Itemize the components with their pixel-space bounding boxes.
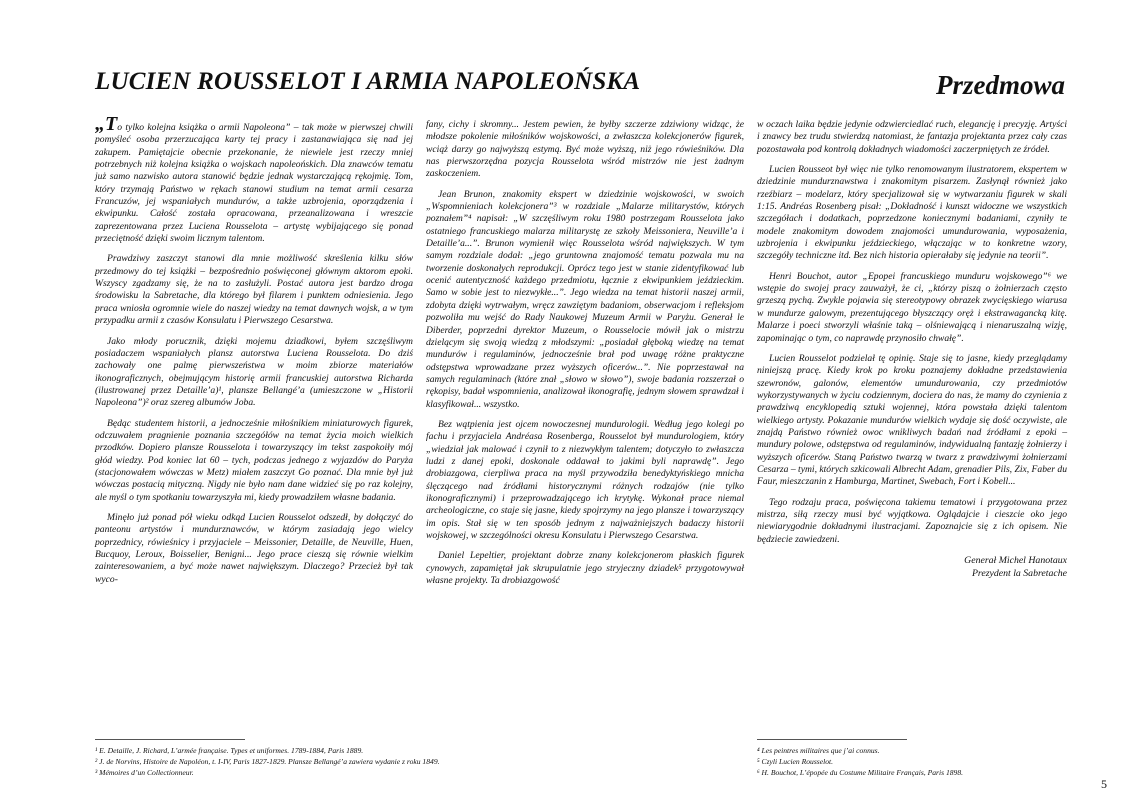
paragraph: Prawdziwy zaszczyt stanowi dla mnie możliwość skreślenia kilku słów przedmowy do tej książki – bezpośrednio poświęconej głównym aktorom epoki. Wszyscy zgadzamy się, że na to zasłużyli. Postać autora jest bardzo droga środowisku la Sabretache, dla którego był filarem i punktem odniesienia. Jego praca wniosła ogromnie wiele do naszej wiedzy na temat dawnych wojsk, a w tym przypadku armii z czasów Konsulatu i Pierwszego Cesarstwa. xyxy=(95,253,413,327)
signature-name: Generał Michel Hanotaux xyxy=(964,555,1067,566)
paragraph xyxy=(95,113,413,245)
drop-cap: „T xyxy=(95,113,118,135)
paragraph: Będąc studentem historii, a jednocześnie miłośnikiem miniaturowych figurek, odczuwałem pragnienie poznania szczegółów na temat życia moich wielkich przodków. Dopiero plansze Rousselota i towarzyszący im tekst zaspokoiły mój głód wiedzy. Pod koniec lat 60 – tych, podczas jednego z wyjazdów do Paryża (stacjonowałem wówczas w Metz) miałem zaszczyt Go poznać. Dla mnie był już wówczas postacią mityczną. Nigdy nie było nam dane widzieć się po raz kolejny, ale myśl o tym spotkaniu towarzyszyła mi, kiedy prowadziłem własne badania. xyxy=(95,417,413,503)
text-column-2 xyxy=(426,119,744,595)
footnotes-right xyxy=(757,745,1067,778)
paragraph: Henri Bouchot, autor „Epopei francuskiego munduru wojskowego”⁶ we wstępie do swojej pracy zauważył, że ci, „którzy piszą o żołnierzach często grzeszą pychą. Zwykle pojawia się stereotypowy obrazek zwycięskiego wiarusa w mundurze galowym, prezentującego błyszczący oręż i ekstrawagancką kitę. Malarze i poeci stworzyli właśnie taką – olśniewającą i nienaruszalną wizję, zapominając o tym, co naprawdę przynosiło chwałę”. xyxy=(757,270,1067,344)
footnote: ² J. de Norvins, Histoire de Napoléon, t. I-IV, Paris 1827-1829. Plansze Bellangé’a zawiera wydanie z roku 1849. xyxy=(95,757,440,766)
paragraph: fany, cichy i skromny... Jestem pewien, że byłby szczerze zdziwiony widząc, że młodsze pokolenie miłośników wojskowości, a zwłaszcza kolekcjonerów figurek, wciąż darzy go najwyższą estymą. Być może wyższą, niż jego rówieśników. Dla nas pierwszorzędna pozycja Rousselota wśród mistrzów nie jest żadnym zaskoczeniem. xyxy=(426,119,744,180)
paragraph: w oczach laika będzie jedynie odzwierciedlać ruch, elegancję i precyzję. Artyści i znawcy bez trudu stwierdzą natomiast, że fantazja projektanta przez cały czas pozostawała pod kontrolą dokładnych wiadomości zaczerpniętych ze źródeł. xyxy=(757,119,1067,155)
page-number: 5 xyxy=(1101,777,1107,791)
paragraph-text: o tylko kolejna książka o armii Napoleona” – tak może w pierwszej chwili pomyśleć osoba przerzucająca karty tej pracy i zastanawiająca się nad jej zakupem. Pamiętajcie obecnie przekonanie, że niewiele jest rzeczy mniej potrzebnych niż kolejna książka o wojskach napoleońskich. Dla znawców tematu już samo nazwisko autora stanowić będzie jednak wystarczającą rękojmię. Tom, który trzymają Państwo w rękach stanowi studium na temat armii cesarza Francuzów, jej wspaniałych mundurów, a także uzbrojenia, oporządzenia i ekwipunku. Całość została opracowana, przeanalizowana i wreszcie zaprezentowana przez Luciena Rousselota – artystę wybijającego się ponad przeciętność dzięki swoim licznym talentom. xyxy=(95,122,413,245)
text-column-1 xyxy=(95,113,413,594)
signature-role: Prezydent la Sabretache xyxy=(971,568,1067,579)
signature-block xyxy=(757,554,1067,580)
footnote: ¹ E. Detaille, J. Richard, L’armée française. Types et uniformes. 1789-1884, Paris 1889. xyxy=(95,746,364,755)
paragraph: Daniel Lepeltier, projektant dobrze znany kolekcjonerom płaskich figurek cynowych, zapamiętał jak skrupulatnie jego stryjeczny dziadek⁵ przygotowywał własne projekty. Ta drobiazgowość xyxy=(426,550,744,587)
paragraph: Tego rodzaju praca, poświęcona takiemu tematowi i przygotowana przez mistrza, siłą rzeczy musi być wyjątkowa. Oglądajcie i cieszcie oko jego niewiarygodnie dokładnymi ilustracjami. Zapoznajcie się z ich opisem. Nie będziecie zawiedzeni. xyxy=(757,496,1067,545)
page-title: LUCIEN ROUSSELOT I ARMIA NAPOLEOŃSKA xyxy=(95,68,641,95)
footnote: ⁶ H. Bouchot, L’épopée du Costume Militaire Français, Paris 1898. xyxy=(757,768,964,777)
text-column-3 xyxy=(757,119,1067,580)
footnote-divider xyxy=(95,739,245,740)
paragraph: Minęło już ponad pół wieku odkąd Lucien Rousselot odszedł, by dołączyć do panteonu artystów i mundurznawców, w którym zasiadają jego wielcy poprzednicy, rówieśnicy i przyjaciele – Meissonier, Detaille, de Neuville, Huen, Bucquoy, Leroux, Boisselier, Benigni... Jego prace cieszą się równie wielkim zainteresowaniem, a być może nawet największym. Dlaczego? Przecież był tak wyco- xyxy=(95,511,413,585)
paragraph: Jean Brunon, znakomity ekspert w dziedzinie wojskowości, w swoich „Wspomnieniach kolekcjonera”³ w rozdziale „Malarze militarystów, których poznałem”⁴ napisał: „W szczęśliwym roku 1980 postrzegam Rousselota jako ostatniego francuskiego malarza militarystę ze szkoły Meissoniera, Neuville’a i Detaille’a...”. Brunon wymienił więc Rousselota wśród największych. W tym samym rozdziale dodał: „jego gruntowna znajomość tematu pozwala mu na tworzenie doskonałych reprodukcji. Oprócz tego jest w stanie zidentyfikować lub ocenić autentyczność każdego przedmiotu, łącznie z ekwipunkiem jeździeckim. Samo w sobie jest to niezwykłe...”. Jego wiedza na temat historii naszej armii, zdobyta dzięki wytrwałym, wręcz zawziętym badaniom, obserwacjom i refleksjom pozwoliła mu wejść do Rady Naukowej Muzeum Armii w Paryżu. Generał le Diberder, poprzedni dyrektor Muzeum, o Rousselocie mówił jak o mistrzu dzielącym się swoją wiedzą z młodszymi: „posiadał głęboką wiedzę na temat mundurów i regulaminów, jednocześnie brał pod uwagę różne praktyczne odstępstwa wprowadzane przez wyższych oficerów...”. Nie poprzestawał na samych regulaminach (które znał „słowo w słowo”), swoje badania rozszerzał o rękopisy, badał wspomnienia, analizował ikonografię, jednym słowem sprawdzał i klasyfikował... wszystko. xyxy=(426,188,744,410)
paragraph: Lucien Rousselot podzielał tę opinię. Staje się to jasne, kiedy przeglądamy niniejszą pracę. Kiedy krok po kroku poznajemy dokładne przedstawienia szewronów, galonów, elementów umundurowania, czy przedmiotów wykorzystywanych w życiu codziennym, dociera do nas, że mamy do czynienia z prawdziwą encyklopedią sztuki wojennej, która powstała dzięki talentom wielkiego artysty. Pokazanie mundurów wielkich wydaje się dość oczywiste, ale znajdą Państwo również owoc wnikliwych badań nad źródłami z epoki – mundury polowe, odstępstwa od regulaminów, indywidualną fantazję żołnierzy i wyższych oficerów. Staną Państwo twarzą w twarz z prawdziwymi żołnierzami Cesarza – tymi, których szkicowali Albrecht Adam, grenadier Pils, Zix, Faber du Faur, mieszczanin z Hamburga, Martinet, Swebach, Fort i Kobell... xyxy=(757,352,1067,488)
paragraph: Jako młody porucznik, dzięki mojemu dziadkowi, byłem szczęśliwym posiadaczem wspaniałych plansz autorstwa Luciena Rousselota. Do dziś zachowały one palmę pierwszeństwa w moim zbiorze materiałów ikonograficznych, obejmującym historię armii francuskiej autorstwa Richarda (ilustrowanej przez Detaille’a)¹, plansze Bellangé’a (umieszczone w „Historii Napoleona”)² oraz szereg albumów Joba. xyxy=(95,335,413,409)
paragraph: Lucien Rousseot był więc nie tylko renomowanym ilustratorem, ekspertem w dziedzinie mundurznawstwa i znakomitym pisarzem. Zasłynął również jako rzeźbiarz – modelarz, który specjalizował się w wytwarzaniu figurek w skali 1:15. Andréas Rosenberg pisał: „Dokładność i kunszt widoczne we wszystkich szczegółach i dodatkach, poprzedzone koniecznymi badaniami, czyniły te modele znakomitym dowodem znajomości umundurowania, wyposażenia, uzbrojenia i ekwipunku jeździeckiego, włączając w to konkretne wzory, szczegóły techniczne itd. Bez nich historia opierałaby się jedynie na teorii”. xyxy=(757,164,1067,262)
footnote-divider xyxy=(757,739,907,740)
section-title: Przedmowa xyxy=(935,70,1065,100)
footnote: ⁴ Les peintres militaires que j’ai connus. xyxy=(757,746,880,755)
footnote: ⁵ Czyli Lucien Rousselot. xyxy=(757,757,834,766)
footnotes-left xyxy=(95,745,515,778)
footnote: ³ Mémoires d’un Collectionneur. xyxy=(95,768,194,777)
paragraph: Bez wątpienia jest ojcem nowoczesnej mundurologii. Według jego kolegi po fachu i przyjaciela Andréasa Rosenberga, Rousselot był mundurologiem, który „wiedział jak malować i czynił to z niezwykłym talentem; dotyczyło to zwłaszcza ludzi z danej epoki, doskonale oddawał to jakimi byli naprawdę”. Jego drobiazgowa, cierpliwa praca na myśl przywodziła benedyktyńskiego mnicha ślęczącego nad źródłami historycznymi różnych rodzajów (nie tylko ikonograficznymi) i przeprowadzającego ich krytykę. Wykonał prace niemal archeologiczne, co staje się jasne, kiedy spojrzymy na jego plansze i towarzyszący im opis. Stał się w ten sposób jednym z najważniejszych badaczy historii wojskowej, w szczególności okresu Konsulatu i Pierwszego Cesarstwa. xyxy=(426,418,744,541)
